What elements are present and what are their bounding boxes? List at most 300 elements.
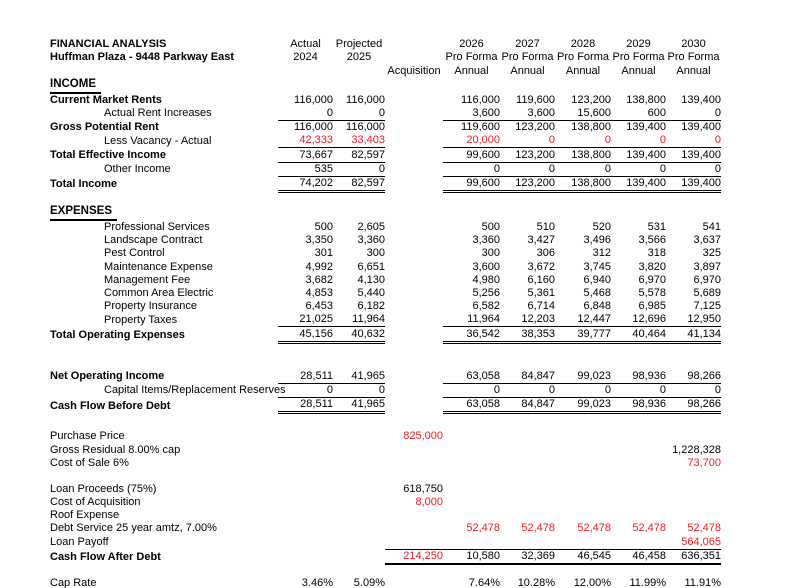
cell-value: 3,637	[693, 234, 721, 247]
section-heading: INCOME	[50, 78, 101, 94]
cell-value: 36,542	[443, 327, 500, 342]
table-row	[50, 430, 721, 443]
cell-value: 301	[314, 247, 333, 260]
cell-value	[333, 535, 385, 549]
cell-value: 116,000	[346, 121, 385, 134]
cell-value: 116,000	[294, 93, 333, 106]
cell-value: 46,458	[611, 549, 666, 564]
cell-value: 123,200	[500, 176, 555, 191]
cell-value: 74,202	[278, 176, 333, 191]
row-label: Total Operating Expenses	[50, 329, 185, 342]
cell-value	[500, 443, 555, 456]
cell-value	[385, 134, 443, 148]
financial-table-body	[50, 78, 721, 588]
column-header: 2028	[570, 38, 596, 51]
cell-value: 0	[666, 162, 721, 176]
column-header: 2027	[515, 38, 540, 51]
row-label: Roof Expense	[50, 509, 120, 522]
row-label: Maintenance Expense	[104, 260, 213, 273]
column-header: Pro Forma	[612, 51, 665, 64]
cell-value	[385, 313, 443, 327]
header-row-2	[50, 51, 721, 64]
cell-value: 3,672	[527, 260, 555, 273]
row-label: Property Insurance	[104, 300, 197, 313]
cell-value	[333, 522, 385, 535]
cell-value	[500, 535, 555, 549]
section-row	[50, 78, 721, 94]
column-header: 2030	[681, 38, 706, 51]
cell-value: 11.99%	[629, 577, 666, 588]
cell-value: 139,400	[611, 176, 666, 191]
cell-value: 0	[333, 383, 385, 397]
cell-value	[555, 430, 611, 443]
cell-value: 123,200	[515, 121, 555, 134]
cell-value: 0	[333, 162, 385, 176]
cell-value	[500, 509, 555, 522]
cell-value: 98,936	[611, 370, 666, 384]
cell-value: 99,600	[443, 148, 500, 162]
spacer-cell	[50, 191, 721, 205]
cell-value: 4,980	[472, 273, 500, 286]
section-heading: EXPENSES	[50, 205, 117, 221]
cell-value: 99,600	[443, 176, 500, 191]
cell-value: 0	[278, 107, 333, 121]
row-label: Gross Potential Rent	[50, 121, 159, 134]
cell-value	[666, 496, 721, 509]
cell-value	[385, 397, 443, 412]
cell-value	[278, 496, 333, 509]
cell-value: 500	[314, 221, 333, 234]
cell-value: 8,000	[415, 496, 443, 509]
cell-value: 52,478	[521, 522, 555, 535]
cell-value: 500	[481, 221, 500, 234]
column-header	[333, 64, 385, 77]
cell-value	[333, 443, 385, 456]
cell-value	[385, 234, 443, 247]
table-row	[50, 260, 721, 273]
row-label: Current Market Rents	[50, 93, 162, 106]
cell-value	[443, 457, 500, 470]
cell-value	[500, 430, 555, 443]
cell-value: 0	[500, 162, 555, 176]
cell-value: 52,478	[577, 522, 611, 535]
cell-value: 564,065	[681, 535, 721, 548]
cell-value: 52,478	[466, 522, 500, 535]
spacer-row	[50, 342, 721, 370]
cell-value	[385, 577, 443, 588]
cell-value: 123,200	[500, 148, 555, 162]
cell-value: 3,600	[500, 107, 555, 121]
column-header: Pro Forma	[445, 51, 498, 64]
cell-value: 0	[611, 383, 666, 397]
cell-value: 42,333	[278, 134, 333, 148]
cell-value: 3,745	[583, 260, 611, 273]
cell-value	[385, 221, 443, 234]
cell-value: 28,511	[278, 370, 333, 384]
cell-value: 116,000	[461, 93, 500, 106]
cell-value: 4,992	[305, 260, 333, 273]
cell-value: 38,353	[500, 327, 555, 342]
report-title: FINANCIAL ANALYSIS	[50, 38, 167, 51]
cell-value: 306	[536, 247, 555, 260]
row-label: Cost of Sale 6%	[50, 456, 129, 469]
cell-value	[555, 509, 611, 522]
cell-value	[443, 496, 500, 509]
cell-value: 98,266	[666, 370, 721, 384]
cell-value	[443, 535, 500, 549]
cell-value: 636,351	[666, 549, 721, 564]
cell-value: 6,453	[305, 300, 333, 313]
cell-value: 0	[500, 134, 555, 148]
cell-value	[611, 496, 666, 509]
cell-value: 116,000	[294, 121, 333, 134]
cell-value: 0	[555, 383, 611, 397]
spacer-row	[50, 470, 721, 483]
header-row-1	[50, 38, 721, 51]
table-row	[50, 443, 721, 456]
cell-value: 3,360	[357, 234, 385, 247]
cell-value: 5,578	[638, 287, 666, 299]
table-header	[50, 38, 721, 78]
cell-value: 3,682	[305, 273, 333, 286]
spacer-cell	[50, 342, 721, 370]
cell-value	[333, 457, 385, 470]
cell-value: 5.09%	[353, 577, 385, 588]
row-label: Purchase Price	[50, 430, 125, 443]
cell-value: 139,400	[666, 148, 721, 162]
table-row	[50, 313, 721, 327]
column-header: 2029	[626, 38, 651, 51]
cell-value: 123,200	[571, 93, 611, 106]
cell-value: 99,023	[555, 370, 611, 384]
cell-value: 20,000	[443, 134, 500, 148]
cell-value: 6,651	[357, 260, 385, 273]
cell-value: 5,440	[357, 287, 385, 299]
cell-value: 119,600	[461, 121, 500, 134]
row-label: Professional Services	[104, 221, 210, 234]
cell-value	[385, 120, 443, 134]
cell-value	[385, 162, 443, 176]
cell-value: 41,965	[333, 370, 385, 384]
table-row	[50, 457, 721, 470]
cell-value: 5,256	[472, 287, 500, 299]
cell-value: 0	[443, 162, 500, 176]
column-header: 2025	[346, 51, 372, 64]
cell-value: 0	[666, 134, 721, 148]
table-row	[50, 134, 721, 148]
cell-value	[500, 457, 555, 470]
column-header: Annual	[676, 64, 711, 77]
row-label: Loan Payoff	[50, 536, 109, 549]
cell-value: 312	[592, 247, 611, 260]
cell-value: 618,750	[403, 482, 443, 495]
column-header: Pro Forma	[557, 51, 609, 64]
cell-value	[555, 483, 611, 496]
cell-value: 15,600	[555, 107, 611, 121]
cell-value: 6,970	[638, 273, 666, 286]
cell-value: 4,130	[357, 273, 385, 286]
cell-value: 63,058	[443, 370, 500, 384]
cell-value: 0	[555, 162, 611, 176]
table-row	[50, 162, 721, 176]
column-header: Projected	[335, 38, 383, 51]
table-row	[50, 483, 721, 496]
table-row	[50, 94, 721, 107]
cell-value	[278, 430, 333, 443]
cell-value: 11,964	[443, 313, 500, 327]
cell-value: 40,464	[611, 327, 666, 342]
cell-value: 139,400	[611, 148, 666, 162]
row-label: Less Vacancy - Actual	[104, 134, 212, 147]
cell-value	[555, 457, 611, 470]
cell-value: 3,360	[472, 234, 500, 247]
row-label: Pest Control	[104, 247, 165, 260]
cell-value	[611, 535, 666, 549]
column-header: 2024	[293, 51, 318, 64]
cell-value: 39,777	[555, 327, 611, 342]
cell-value: 6,160	[527, 273, 555, 286]
cell-value	[666, 483, 721, 496]
cell-value	[611, 430, 666, 443]
cell-value	[443, 443, 500, 456]
cell-value	[333, 509, 385, 522]
table-row	[50, 496, 721, 509]
row-label: Actual Rent Increases	[104, 107, 212, 120]
cell-value: 0	[333, 107, 385, 121]
cell-value	[385, 370, 443, 384]
cell-value	[333, 483, 385, 496]
row-label: Debt Service 25 year amtz, 7.00%	[50, 522, 217, 535]
cell-value: 52,478	[687, 522, 721, 535]
cell-value: 21,025	[278, 313, 333, 327]
cell-value: 5,361	[527, 287, 555, 299]
table-row	[50, 107, 721, 121]
row-label: Cap Rate	[50, 577, 97, 588]
cell-value: 139,400	[681, 93, 721, 106]
cell-value	[278, 522, 333, 535]
table-row	[50, 221, 721, 234]
cell-value: 98,936	[611, 397, 666, 412]
row-label: Capital Items/Replacement Reserves	[104, 384, 286, 397]
cell-value: 300	[481, 247, 500, 260]
row-label: Common Area Electric	[104, 287, 214, 299]
table-row	[50, 300, 721, 313]
cell-value: 84,847	[500, 370, 555, 384]
cell-value	[278, 457, 333, 470]
row-label: Net Operating Income	[50, 370, 165, 383]
cell-value: 12,447	[555, 313, 611, 327]
cell-value: 531	[647, 221, 666, 234]
header-row-3	[50, 64, 721, 77]
row-label: Cost of Acquisition	[50, 496, 141, 509]
cell-value: 12,696	[611, 313, 666, 327]
spacer-cell	[50, 413, 721, 431]
cell-value	[385, 94, 443, 107]
row-label: Total Effective Income	[50, 149, 166, 161]
cell-value: 3,496	[583, 234, 611, 247]
cell-value	[500, 483, 555, 496]
cell-value	[666, 430, 721, 443]
cell-value	[555, 443, 611, 456]
cell-value: 98,266	[666, 397, 721, 412]
row-label: Cash Flow After Debt	[50, 550, 161, 563]
column-header: Annual	[565, 64, 601, 77]
cell-value	[278, 509, 333, 522]
cell-value	[278, 549, 333, 564]
header-spacer-cell	[50, 64, 278, 77]
cell-value: 3,600	[472, 260, 500, 273]
cell-value: 5,689	[693, 287, 721, 299]
cell-value	[385, 148, 443, 162]
cell-value	[385, 287, 443, 300]
row-label: Loan Proceeds (75%)	[50, 482, 157, 495]
cell-value: 3,820	[638, 260, 666, 273]
cell-value: 2,605	[357, 221, 385, 234]
spacer-row	[50, 191, 721, 205]
cell-value	[555, 496, 611, 509]
cell-value	[611, 443, 666, 456]
cell-value	[555, 535, 611, 549]
table-row	[50, 370, 721, 384]
cell-value: 6,985	[638, 300, 666, 313]
report-subtitle: Huffman Plaza - 9448 Parkway East	[50, 51, 235, 64]
spacer-cell	[50, 470, 721, 483]
cell-value	[385, 176, 443, 191]
column-header	[385, 51, 443, 64]
cell-value: 0	[555, 134, 611, 148]
cell-value: 82,597	[333, 148, 385, 162]
cell-value: 0	[611, 162, 666, 176]
row-label: Cash Flow Before Debt	[50, 399, 171, 412]
cell-value: 7,125	[693, 300, 721, 313]
column-header: Pro Forma	[667, 51, 720, 64]
cell-value: 535	[278, 162, 333, 176]
table-row	[50, 383, 721, 397]
cell-value: 41,965	[333, 397, 385, 412]
cell-value: 7.64%	[468, 577, 500, 588]
cell-value: 6,714	[527, 300, 555, 313]
cell-value: 3,600	[443, 107, 500, 121]
cell-value: 520	[592, 221, 611, 234]
column-header	[278, 64, 333, 77]
cell-value: 3.46%	[301, 577, 333, 588]
cell-value: 6,970	[693, 273, 721, 286]
cell-value	[333, 430, 385, 443]
cell-value: 139,400	[626, 121, 666, 134]
cell-value: 214,250	[385, 549, 443, 564]
cell-value	[333, 549, 385, 564]
cell-value: 3,897	[693, 260, 721, 273]
cell-value: 6,940	[583, 273, 611, 286]
cell-value: 84,847	[500, 397, 555, 412]
cell-value	[385, 383, 443, 397]
table-row	[50, 509, 721, 522]
cell-value	[385, 457, 443, 470]
cell-value	[385, 443, 443, 456]
row-label: Total Income	[50, 178, 118, 191]
section-row	[50, 205, 721, 221]
row-label: Property Taxes	[104, 313, 178, 326]
cell-value: 11,964	[333, 313, 385, 327]
cell-value	[443, 430, 500, 443]
cell-value: 0	[278, 383, 333, 397]
table-row	[50, 176, 721, 191]
table-row	[50, 120, 721, 134]
row-label: Landscape Contract	[104, 234, 203, 247]
cell-value: 318	[647, 247, 666, 260]
table-row	[50, 522, 721, 535]
financial-table	[50, 38, 721, 588]
cell-value: 0	[500, 383, 555, 397]
row-label: Management Fee	[104, 273, 191, 286]
cell-value: 73,667	[278, 148, 333, 162]
cell-value	[443, 483, 500, 496]
cell-value	[385, 509, 443, 522]
table-row	[50, 577, 721, 588]
cell-value	[278, 443, 333, 456]
cell-value: 11.91%	[684, 577, 721, 588]
cell-value: 3,566	[638, 234, 666, 247]
column-header: Annual	[621, 64, 656, 77]
cell-value: 600	[611, 107, 666, 121]
column-header: Annual	[454, 64, 489, 77]
table-row	[50, 247, 721, 260]
cell-value	[385, 247, 443, 260]
cell-value: 0	[611, 134, 666, 148]
cell-value: 6,848	[583, 300, 611, 313]
cell-value	[611, 509, 666, 522]
cell-value: 4,853	[305, 287, 333, 299]
cell-value: 73,700	[687, 456, 721, 469]
table-row	[50, 535, 721, 549]
cell-value	[385, 327, 443, 342]
cell-value: 0	[666, 383, 721, 397]
cell-value: 139,400	[681, 121, 721, 134]
table-row	[50, 287, 721, 300]
cell-value	[385, 274, 443, 287]
cell-value: 99,023	[555, 397, 611, 412]
spacer-row	[50, 413, 721, 431]
cell-value: 41,134	[666, 327, 721, 342]
column-header: 2026	[459, 38, 484, 51]
spacer-cell	[50, 564, 721, 577]
column-header: Acquisition	[387, 64, 441, 77]
cell-value	[611, 483, 666, 496]
section-heading-cell	[50, 78, 721, 94]
cell-value: 139,400	[666, 176, 721, 191]
cell-value: 138,800	[626, 93, 666, 106]
cell-value	[278, 535, 333, 549]
cell-value: 138,800	[571, 121, 611, 134]
column-header	[385, 38, 443, 51]
table-row	[50, 234, 721, 247]
cell-value	[333, 496, 385, 509]
cell-value	[385, 522, 443, 535]
cell-value: 119,600	[516, 93, 555, 106]
cell-value: 82,597	[333, 176, 385, 191]
row-label: Other Income	[104, 163, 171, 176]
table-row	[50, 549, 721, 564]
row-label: Gross Residual 8.00% cap	[50, 443, 181, 456]
cell-value: 12,950	[666, 313, 721, 327]
cell-value: 3,427	[527, 234, 555, 247]
cell-value: 45,156	[278, 327, 333, 342]
cell-value: 1,228,328	[672, 443, 721, 456]
cell-value: 325	[702, 247, 721, 260]
cell-value: 5,468	[583, 287, 611, 299]
cell-value: 12,203	[500, 313, 555, 327]
cell-value: 63,058	[443, 397, 500, 412]
